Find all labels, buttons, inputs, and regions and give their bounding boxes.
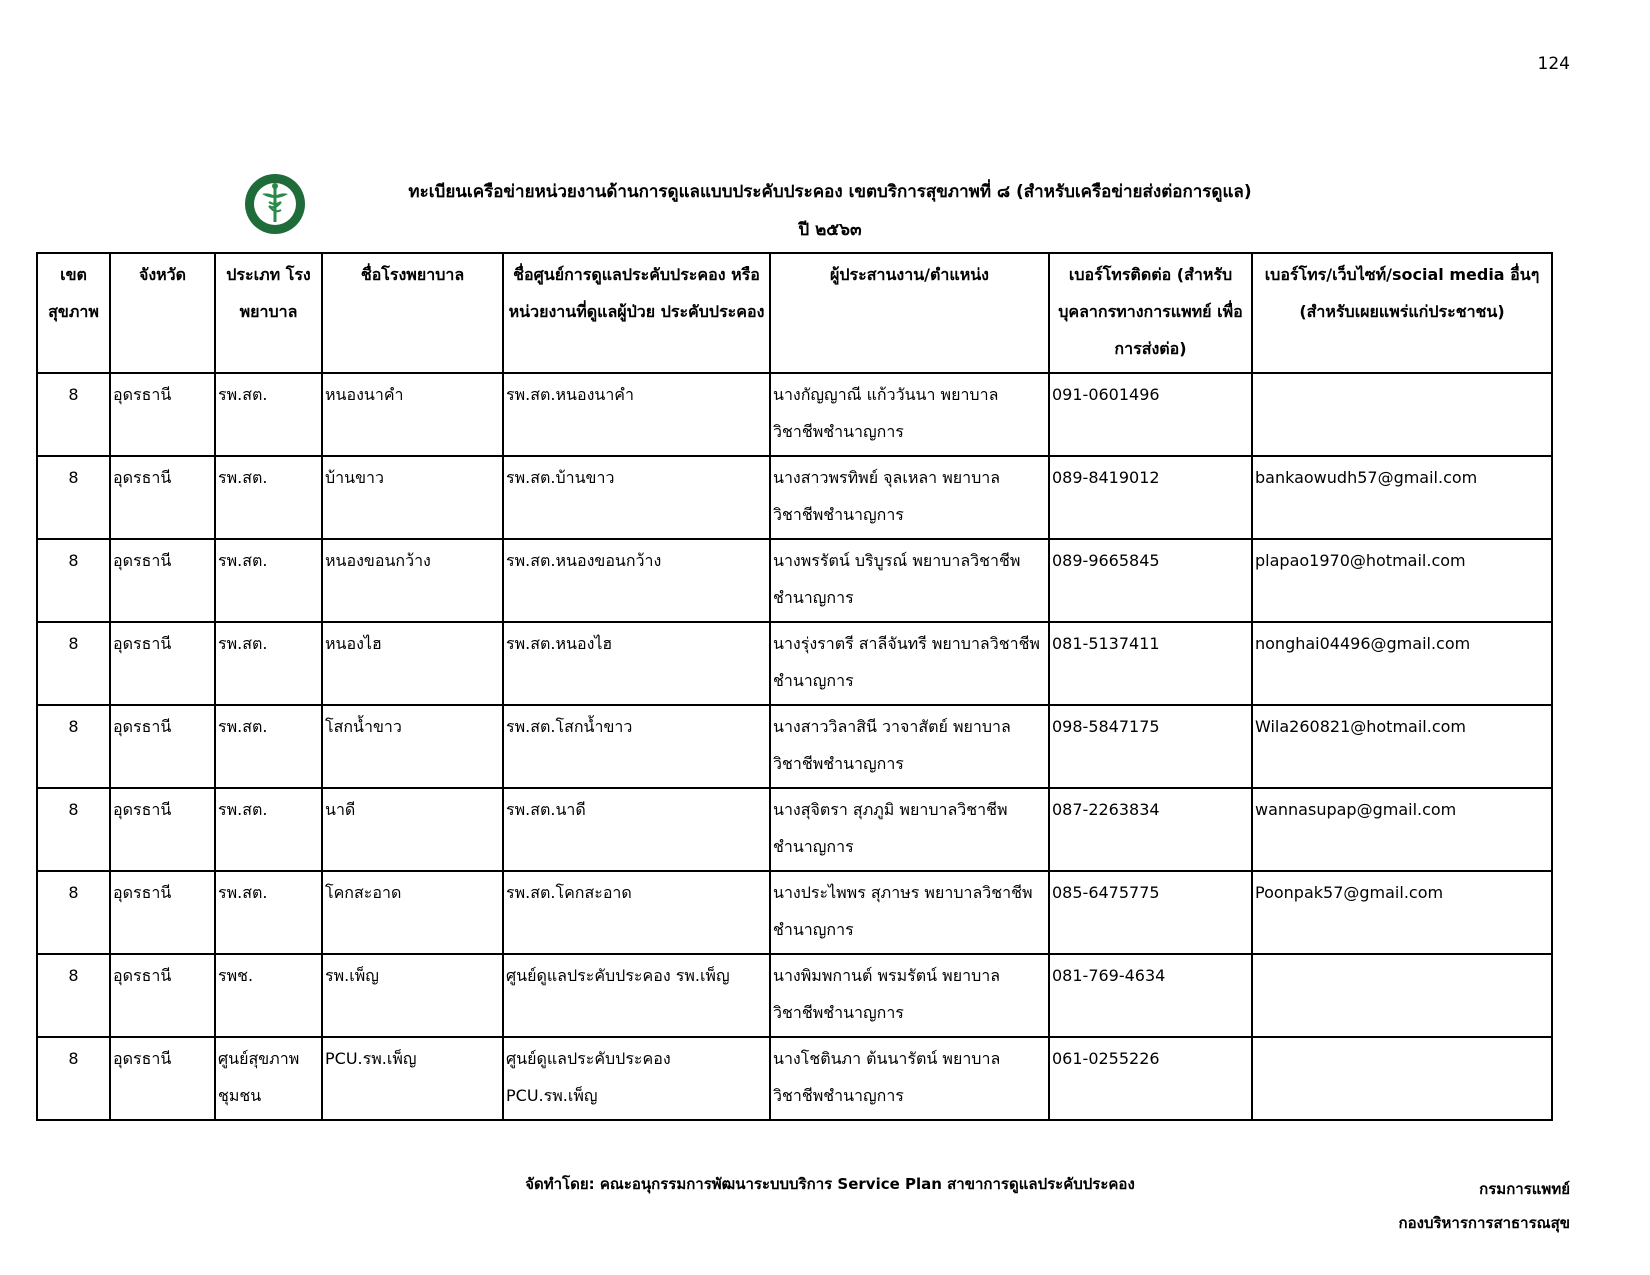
- cell-hospital-type: รพ.สต.: [215, 705, 322, 788]
- cell-province: อุดรธานี: [110, 539, 215, 622]
- cell-hospital-type: รพ.สต.: [215, 456, 322, 539]
- cell-public-contact: plapao1970@hotmail.com: [1252, 539, 1552, 622]
- cell-province: อุดรธานี: [110, 788, 215, 871]
- header-zone: เขต สุขภาพ: [37, 253, 110, 373]
- cell-zone: 8: [37, 788, 110, 871]
- header-public-contact: เบอร์โทร/เว็บไซท์/social media อื่นๆ (สำหรับเผยแพร่แก่ประชาชน): [1252, 253, 1552, 373]
- cell-care-center: รพ.สต.บ้านขาว: [503, 456, 770, 539]
- cell-staff-phone: 061-0255226: [1049, 1037, 1252, 1120]
- table-row: [37, 456, 1552, 539]
- header-coordinator: ผู้ประสานงาน/ตำแหน่ง: [770, 253, 1049, 373]
- cell-care-center: ศูนย์ดูแลประคับประคอง รพ.เพ็ญ: [503, 954, 770, 1037]
- table-row: [37, 1037, 1552, 1120]
- cell-hospital-name: บ้านขาว: [322, 456, 503, 539]
- cell-coordinator: นางประไพพร สุภาษร พยาบาลวิชาชีพชำนาญการ: [770, 871, 1049, 954]
- cell-hospital-type: รพ.สต.: [215, 539, 322, 622]
- cell-public-contact: Wila260821@hotmail.com: [1252, 705, 1552, 788]
- header-hospital-type: ประเภท โรงพยาบาล: [215, 253, 322, 373]
- cell-hospital-type: รพ.สต.: [215, 373, 322, 456]
- header-province: จังหวัด: [110, 253, 215, 373]
- cell-hospital-name: โคกสะอาด: [322, 871, 503, 954]
- cell-coordinator: นางรุ่งราตรี สาลีจันทรี พยาบาลวิชาชีพชำนาญการ: [770, 622, 1049, 705]
- cell-staff-phone: 091-0601496: [1049, 373, 1252, 456]
- cell-hospital-type: รพ.สต.: [215, 871, 322, 954]
- cell-province: อุดรธานี: [110, 373, 215, 456]
- cell-staff-phone: 081-769-4634: [1049, 954, 1252, 1037]
- cell-hospital-name: รพ.เพ็ญ: [322, 954, 503, 1037]
- header-staff-phone: เบอร์โทรติดต่อ (สำหรับ บุคลากรทางการแพทย์ เพื่อการส่งต่อ): [1049, 253, 1252, 373]
- cell-coordinator: นางโชตินภา ต้นนารัตน์ พยาบาลวิชาชีพชำนาญการ: [770, 1037, 1049, 1120]
- header-care-center: ชื่อศูนย์การดูแลประคับประคอง หรือ หน่วยงานที่ดูแลผู้ป่วย ประคับประคอง: [503, 253, 770, 373]
- table-row: [37, 871, 1552, 954]
- table-row: [37, 373, 1552, 456]
- cell-province: อุดรธานี: [110, 954, 215, 1037]
- cell-care-center: รพ.สต.หนองขอนกว้าง: [503, 539, 770, 622]
- cell-care-center: รพ.สต.นาดี: [503, 788, 770, 871]
- cell-coordinator: นางสาวพรทิพย์ จุลเหลา พยาบาลวิชาชีพชำนาญการ: [770, 456, 1049, 539]
- cell-staff-phone: 085-6475775: [1049, 871, 1252, 954]
- cell-hospital-type: รพช.: [215, 954, 322, 1037]
- cell-hospital-name: หนองไฮ: [322, 622, 503, 705]
- cell-staff-phone: 089-8419012: [1049, 456, 1252, 539]
- cell-care-center: รพ.สต.หนองนาคำ: [503, 373, 770, 456]
- document-year: ปี ๒๕๖๓: [798, 220, 862, 240]
- cell-zone: 8: [37, 456, 110, 539]
- cell-public-contact: nonghai04496@gmail.com: [1252, 622, 1552, 705]
- cell-hospital-name: หนองนาคำ: [322, 373, 503, 456]
- cell-zone: 8: [37, 539, 110, 622]
- cell-province: อุดรธานี: [110, 1037, 215, 1120]
- cell-public-contact: [1252, 373, 1552, 456]
- cell-care-center: รพ.สต.โสกน้ำขาว: [503, 705, 770, 788]
- cell-province: อุดรธานี: [110, 871, 215, 954]
- cell-care-center: รพ.สต.โคกสะอาด: [503, 871, 770, 954]
- cell-hospital-name: หนองขอนกว้าง: [322, 539, 503, 622]
- cell-province: อุดรธานี: [110, 705, 215, 788]
- cell-care-center: รพ.สต.หนองไฮ: [503, 622, 770, 705]
- cell-staff-phone: 087-2263834: [1049, 788, 1252, 871]
- document-title: ทะเบียนเครือข่ายหน่วยงานด้านการดูแลแบบประคับประคอง เขตบริการสุขภาพที่ ๘ (สำหรับเครือข่ายส่งต่อการดูแล): [408, 182, 1252, 202]
- cell-zone: 8: [37, 705, 110, 788]
- cell-hospital-type: ศูนย์สุขภาพชุมชน: [215, 1037, 322, 1120]
- cell-staff-phone: 098-5847175: [1049, 705, 1252, 788]
- footer-org-line1: กรมการแพทย์: [1479, 1180, 1570, 1198]
- cell-hospital-name: PCU.รพ.เพ็ญ: [322, 1037, 503, 1120]
- table-header-row: [37, 253, 1552, 373]
- registry-table: [36, 252, 1553, 1121]
- cell-coordinator: นางพรรัตน์ บริบูรณ์ พยาบาลวิชาชีพชำนาญการ: [770, 539, 1049, 622]
- cell-zone: 8: [37, 954, 110, 1037]
- cell-coordinator: นางพิมพกานต์ พรมรัตน์ พยาบาลวิชาชีพชำนาญการ: [770, 954, 1049, 1037]
- cell-hospital-type: รพ.สต.: [215, 622, 322, 705]
- cell-hospital-type: รพ.สต.: [215, 788, 322, 871]
- cell-staff-phone: 081-5137411: [1049, 622, 1252, 705]
- table-row: [37, 954, 1552, 1037]
- footer-prepared-by: จัดทำโดย: คณะอนุกรรมการพัฒนาระบบบริการ Service Plan สาขาการดูแลประคับประคอง: [525, 1175, 1135, 1193]
- cell-hospital-name: โสกน้ำขาว: [322, 705, 503, 788]
- cell-public-contact: wannasupap@gmail.com: [1252, 788, 1552, 871]
- cell-public-contact: [1252, 954, 1552, 1037]
- table-row: [37, 788, 1552, 871]
- table-row: [37, 622, 1552, 705]
- table-row: [37, 539, 1552, 622]
- cell-public-contact: [1252, 1037, 1552, 1120]
- cell-province: อุดรธานี: [110, 622, 215, 705]
- cell-zone: 8: [37, 373, 110, 456]
- cell-staff-phone: 089-9665845: [1049, 539, 1252, 622]
- cell-coordinator: นางสุจิตรา สุภภูมิ พยาบาลวิชาชีพชำนาญการ: [770, 788, 1049, 871]
- cell-zone: 8: [37, 1037, 110, 1120]
- cell-care-center: ศูนย์ดูแลประคับประคอง PCU.รพ.เพ็ญ: [503, 1037, 770, 1120]
- cell-province: อุดรธานี: [110, 456, 215, 539]
- header-hospital-name: ชื่อโรงพยาบาล: [322, 253, 503, 373]
- table-row: [37, 705, 1552, 788]
- cell-coordinator: นางสาววิลาสินี วาจาสัตย์ พยาบาลวิชาชีพชำนาญการ: [770, 705, 1049, 788]
- footer-org-line2: กองบริหารการสาธารณสุข: [1398, 1214, 1570, 1232]
- cell-zone: 8: [37, 622, 110, 705]
- page-number: 124: [1537, 54, 1570, 74]
- cell-public-contact: Poonpak57@gmail.com: [1252, 871, 1552, 954]
- cell-public-contact: bankaowudh57@gmail.com: [1252, 456, 1552, 539]
- cell-coordinator: นางกัญญาณี แก้ววันนา พยาบาลวิชาชีพชำนาญการ: [770, 373, 1049, 456]
- footer-organization: [1399, 1172, 1570, 1240]
- cell-zone: 8: [37, 871, 110, 954]
- cell-hospital-name: นาดี: [322, 788, 503, 871]
